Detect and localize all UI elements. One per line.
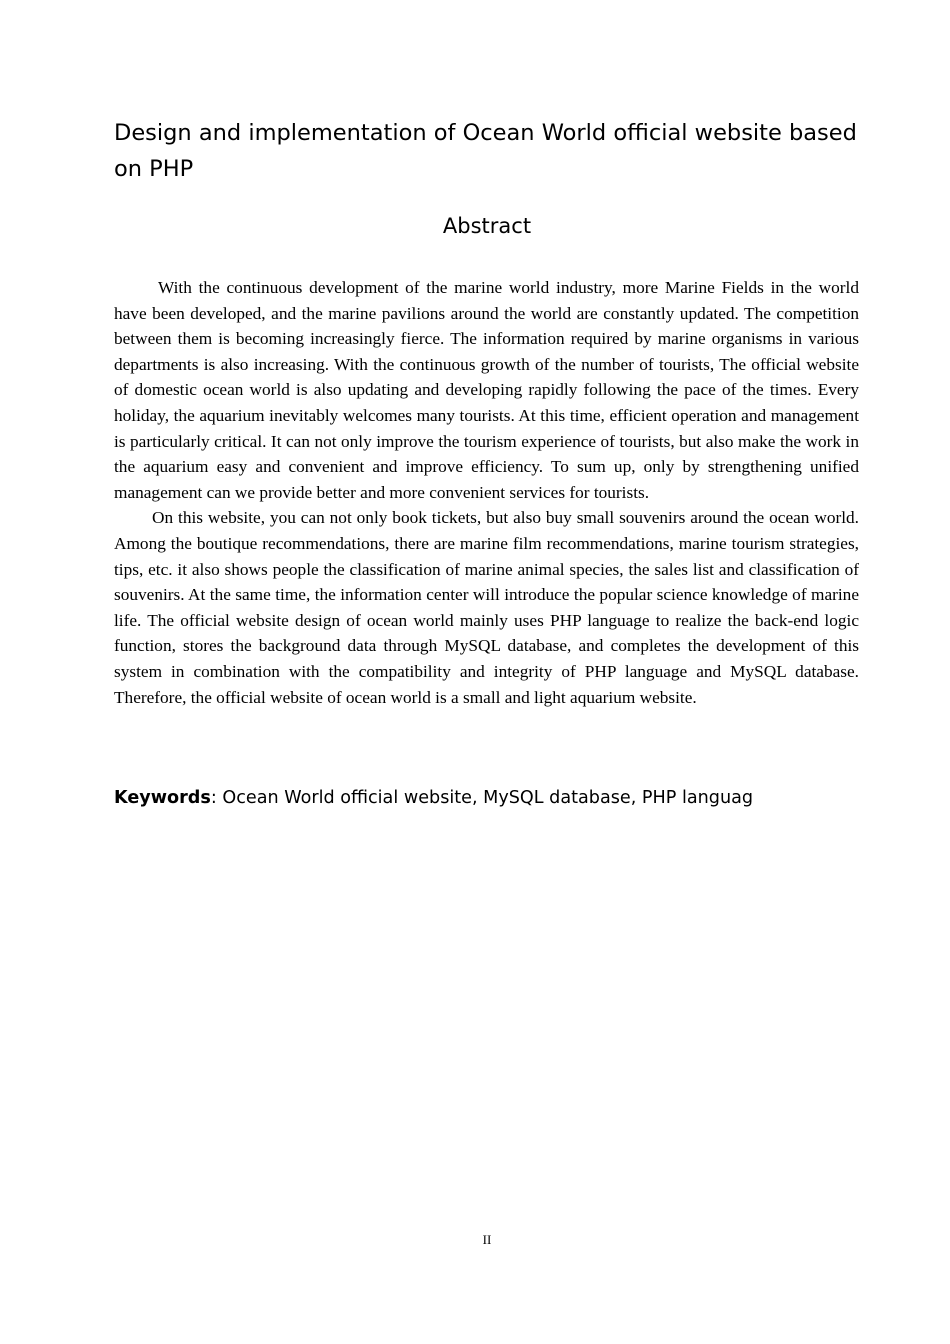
abstract-paragraph: On this website, you can not only book tickets, but also buy small souvenirs around the ocean world. Among the boutique recommendations, there are marine film recommendations, marine tourism strategies, tips, etc. it also shows people the classification of marine animal species, the sales list and classification of souvenirs. At the same time, the information center will introduce the popular science knowledge of marine life. The official website design of ocean world mainly uses PHP language to realize the back-end logic function, stores the background data through MySQL database, and completes the development of this system in combination with the compatibility and integrity of PHP language and MySQL database. Therefore, the official website of ocean world is a small and light aquarium website. xyxy=(114,508,859,707)
abstract-paragraph: With the continuous development of the marine world industry, more Marine Fields in the world have been developed, and the marine pavilions around the world are constantly updated. The competition between them is becoming increasingly fierce. The information required by marine organisms in various departments is also increasing. With the continuous growth of the number of tourists, The official website of domestic ocean world is also updating and developing rapidly following the pace of the times. Every holiday, the aquarium inevitably welcomes many tourists. At this time, efficient operation and management is particularly critical. It can not only improve the tourism experience of tourists, but also make the work in the aquarium easy and convenient and improve efficiency. To sum up, only by strengthening unified management can we provide better and more convenient services for tourists. xyxy=(114,278,859,502)
abstract-heading: Abstract xyxy=(442,214,532,238)
page-number: II xyxy=(482,1232,492,1247)
keywords-line xyxy=(114,785,860,811)
abstract-body xyxy=(114,275,859,710)
keywords-text: Ocean World official website, MySQL database, PHP languag xyxy=(222,788,754,808)
keywords-label: Keywords xyxy=(114,788,211,808)
keywords-separator: : xyxy=(210,788,223,808)
document-title: Design and implementation of Ocean World official website based on PHP xyxy=(114,120,857,182)
